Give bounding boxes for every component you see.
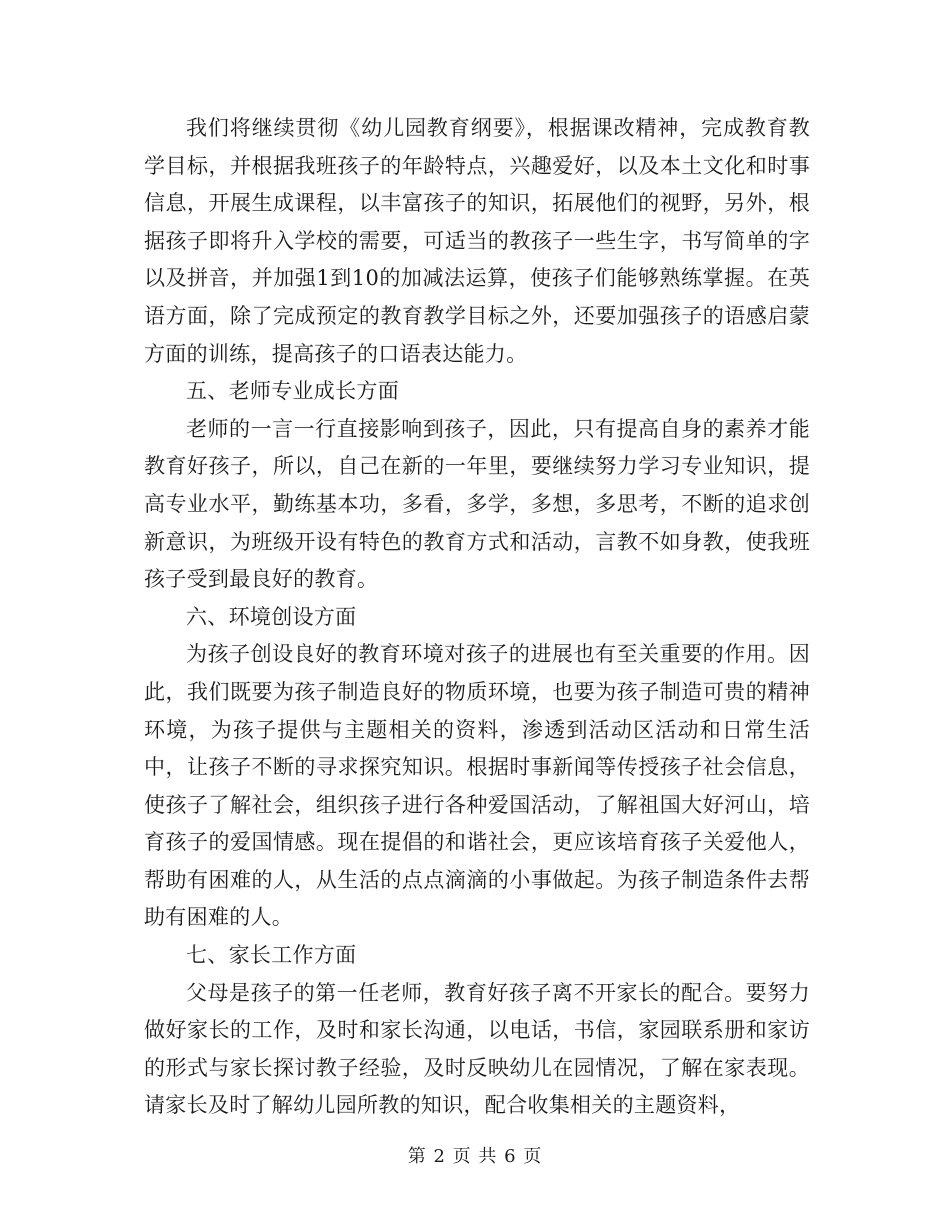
section-heading-parents: 七、家长工作方面 (186, 943, 357, 968)
document-body (144, 110, 810, 1125)
paragraph-curriculum: 我们将继续贯彻《幼儿园教育纲要》，根据课改精神，完成教育教学目标，并根据我班孩子的年龄特点，兴趣爱好，以及本土文化和时事信息，开展生成课程，以丰富孩子的知识，拓展他们的视野，另外，根据孩子即将升入学校的需要，可适当的教孩子一些生字，书写简单的字以及拼音，并加强1到10的加减法运算，使孩子们能够熟练掌握。在英语方面，除了完成预定的教育教学目标之外，还要加强孩子的语感启蒙方面的训练，提高孩子的口语表达能力。 (144, 116, 810, 366)
section-heading-teacher-growth: 五、老师专业成长方面 (186, 379, 399, 404)
paragraph-parents: 父母是孩子的第一任老师，教育好孩子离不开家长的配合。要努力做好家长的工作，及时和家长沟通，以电话，书信，家园联系册和家访的形式与家长探讨教子经验，及时反映幼儿在园情况，了解在家表现。请家长及时了解幼儿园所教的知识，配合收集相关的主题资料， (144, 980, 810, 1118)
paragraph-teacher-growth: 老师的一言一行直接影响到孩子，因此，只有提高自身的素养才能教育好孩子，所以，自己在新的一年里，要继续努力学习专业知识，提高专业水平，勤练基本功，多看，多学，多想，多思考，不断的追求创新意识，为班级开设有特色的教育方式和活动，言教不如身教，使我班孩子受到最良好的教育。 (144, 416, 810, 592)
section-heading-environment: 六、环境创设方面 (186, 604, 357, 629)
paragraph-environment: 为孩子创设良好的教育环境对孩子的进展也有至关重要的作用。因此，我们既要为孩子制造良好的物质环境，也要为孩子制造可贵的精神环境，为孩子提供与主题相关的资料，渗透到活动区活动和日常生活中，让孩子不断的寻求探究知识。根据时事新闻等传授孩子社会信息，使孩子了解社会，组织孩子进行各种爱国活动，了解祖国大好河山，培育孩子的爱国情感。现在提倡的和谐社会，更应该培育孩子关爱他人，帮助有困难的人，从生活的点点滴滴的小事做起。为孩子制造条件去帮助有困难的人。 (144, 642, 810, 930)
page-number-footer: 第 2 页 共 6 页 (407, 1146, 543, 1167)
